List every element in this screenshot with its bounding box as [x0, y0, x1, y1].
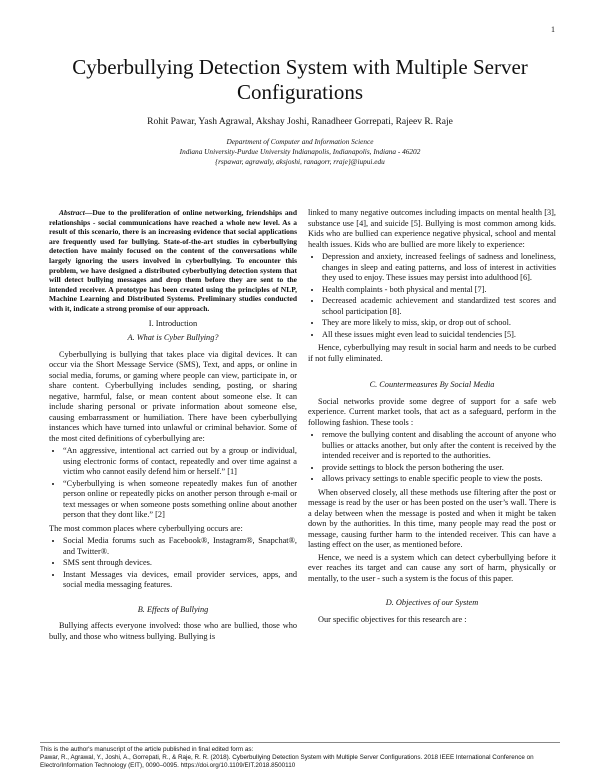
footer-citation	[40, 746, 560, 770]
list-item: • provide settings to block the person bothering the user.	[322, 463, 556, 474]
left-column	[49, 208, 297, 644]
affiliation-university: Indiana University-Purdue University Indianapolis, Indianapolis, Indiana - 46202	[179, 147, 421, 156]
affiliation	[40, 137, 560, 167]
footer-line: This is the author's manuscript of the article published in final edited form as:	[40, 746, 254, 753]
list-item: • Social Media forums such as Facebook®, Instagram®, Snapchat®, and Twitter®.	[63, 536, 297, 557]
list-item: • remove the bullying content and disabling the account of anyone who bullies or attacks another, but only after the content is received by the intended receiver and is reported to the authorities.	[322, 430, 556, 462]
paragraph: Cyberbullying is bullying that takes place via digital devices. It can occur via the Short Message Service (SMS), Text, and apps, or online in social media, forums, or gaming where people can view, participate in, or share content. Cyberbullying includes sending, posting, or sharing negative, harmful, false, or mean content about someone else. It can include sharing personal or private information about someone else, causing embarrassment or humiliation. There have been cyberbullying instances which have turned into unlawful or criminal behavior. Some of the most cited definitions of cyberbullying are:	[49, 349, 297, 443]
abstract-text: —Due to the proliferation of online networking, friendships and relationships - social communications have reached a whole new level. As a result of this scenario, there is an increasing evidence that social applications are frequently used for bullying. State-of-the-art studies in cyberbullying detection have mainly focused on the content of the conversations while largely ignoring the users involved in cyberbullying. To encounter this problem, we have designed a distributed cyberbullying detection system that will detect bullying messages and drop them before they are sent to the intended receiver. A prototype has been created using the principles of NLP, Machine Learning and Distributed Systems. Preliminary studies conducted with it, indicate a strong promise of our approach.	[49, 208, 297, 313]
footer-divider	[40, 742, 560, 743]
list-item: • Instant Messages via devices, email provider services, apps, and social media messaging features.	[63, 570, 297, 591]
subsection-heading-effects-of-bullying: B. Effects of Bullying	[137, 604, 209, 614]
right-column	[308, 208, 556, 627]
list-item: • Decreased academic achievement and standardized test scores and school participation [8].	[322, 296, 556, 317]
page-number: 1	[551, 25, 555, 34]
list-item: • SMS sent through devices.	[63, 558, 297, 569]
abstract	[49, 208, 297, 314]
paragraph: Hence, cyberbullying may result in social harm and needs to be curbed if not fully eliminated.	[308, 343, 556, 363]
subsection-heading-what-is-cyberbullying: A. What is Cyber Bullying?	[127, 333, 219, 343]
paragraph: When observed closely, all these methods use filtering after the post or message is read by the user or has been posted on the user’s wall. There is a delay between when the message is posted and when it might be taken down by the authorities. In this time, many people may read the post or message, causing further harm to the intended receiver. This can have a lasting effect on the user, as mentioned before.	[308, 487, 556, 549]
paragraph: Our specific objectives for this research are :	[318, 614, 467, 624]
section-heading-introduction: I. Introduction	[148, 318, 198, 328]
places-list	[49, 536, 297, 591]
abstract-label: Abstract	[59, 208, 85, 217]
list-item: • Health complaints - both physical and mental [7].	[322, 285, 556, 296]
subsection-heading-objectives: D. Objectives of our System	[385, 598, 479, 607]
list-item: • “An aggressive, intentional act carried out by a group or individual, using electronic forms of contact, repeatedly and over time against a victim who cannot easily defend him or herself.” [1]	[63, 446, 297, 478]
paragraph: linked to many negative outcomes including impacts on mental health [3], substance use [4], and suicide [5]. Bullying is most common among kids. Kids who are bullied can experience negative physical, school and mental health issues. Kids who are bullied are more likely to experience:	[308, 208, 556, 249]
list-item: • “Cyberbullying is when someone repeatedly makes fun of another person online or repeatedly picks on another person through e-mail or text messages or when someone posts something online about another person that they dont like.” [2]	[63, 479, 297, 521]
authors: Rohit Pawar, Yash Agrawal, Akshay Joshi, Ranadheer Gorrepati, Rajeev R. Raje	[147, 117, 453, 127]
tools-list	[308, 430, 556, 485]
footer-line: Pawar, R., Agrawal, Y., Joshi, A., Gorrepati, R., & Raje, R. R. (2018). Cyberbullying Detection System with Multiple Server Configurations. 2018 IEEE International Conference on Electro/Information Technology (EIT), 0090–0095. https://doi.org/10.1109/EIT.2018.8500110	[40, 754, 534, 769]
list-item: • allows privacy settings to enable specific people to view the posts.	[322, 474, 556, 485]
affiliation-emails: {rspawar, agrawaly, aksjoshi, ranagorr, rraje}@iupui.edu	[215, 157, 385, 166]
definitions-list	[49, 446, 297, 521]
affiliation-department: Department of Computer and Information Science	[226, 137, 374, 146]
list-item: • They are more likely to miss, skip, or drop out of school.	[322, 318, 556, 329]
paragraph: Social networks provide some degree of support for a safe web experience. Current market tools, that act as a safeguard, perform in the following fashion. These tools :	[308, 396, 556, 427]
paragraph: Bullying affects everyone involved: those who are bullied, those who bully, and those who witness bullying. Bullying is	[49, 621, 297, 641]
list-item: • All these issues might even lead to suicidal tendencies [5].	[322, 330, 556, 341]
paragraph: The most common places where cyberbullying occurs are:	[49, 523, 243, 533]
subsection-heading-countermeasures: C. Countermeasures By Social Media	[369, 380, 495, 389]
paper-title: Cyberbullying Detection System with Multiple Server Configurations	[72, 55, 528, 104]
effects-list	[308, 252, 556, 340]
paragraph: Hence, we need is a system which can detect cyberbullying before it ever reaches its target and can cause any sort of harm, physically or mentally, to the user - such a system is the focus of this paper.	[308, 552, 556, 583]
list-item: • Depression and anxiety, increased feelings of sadness and loneliness, changes in sleep and eating patterns, and loss of interest in activities they used to enjoy. These issues may persist into adulthood [6].	[322, 252, 556, 284]
